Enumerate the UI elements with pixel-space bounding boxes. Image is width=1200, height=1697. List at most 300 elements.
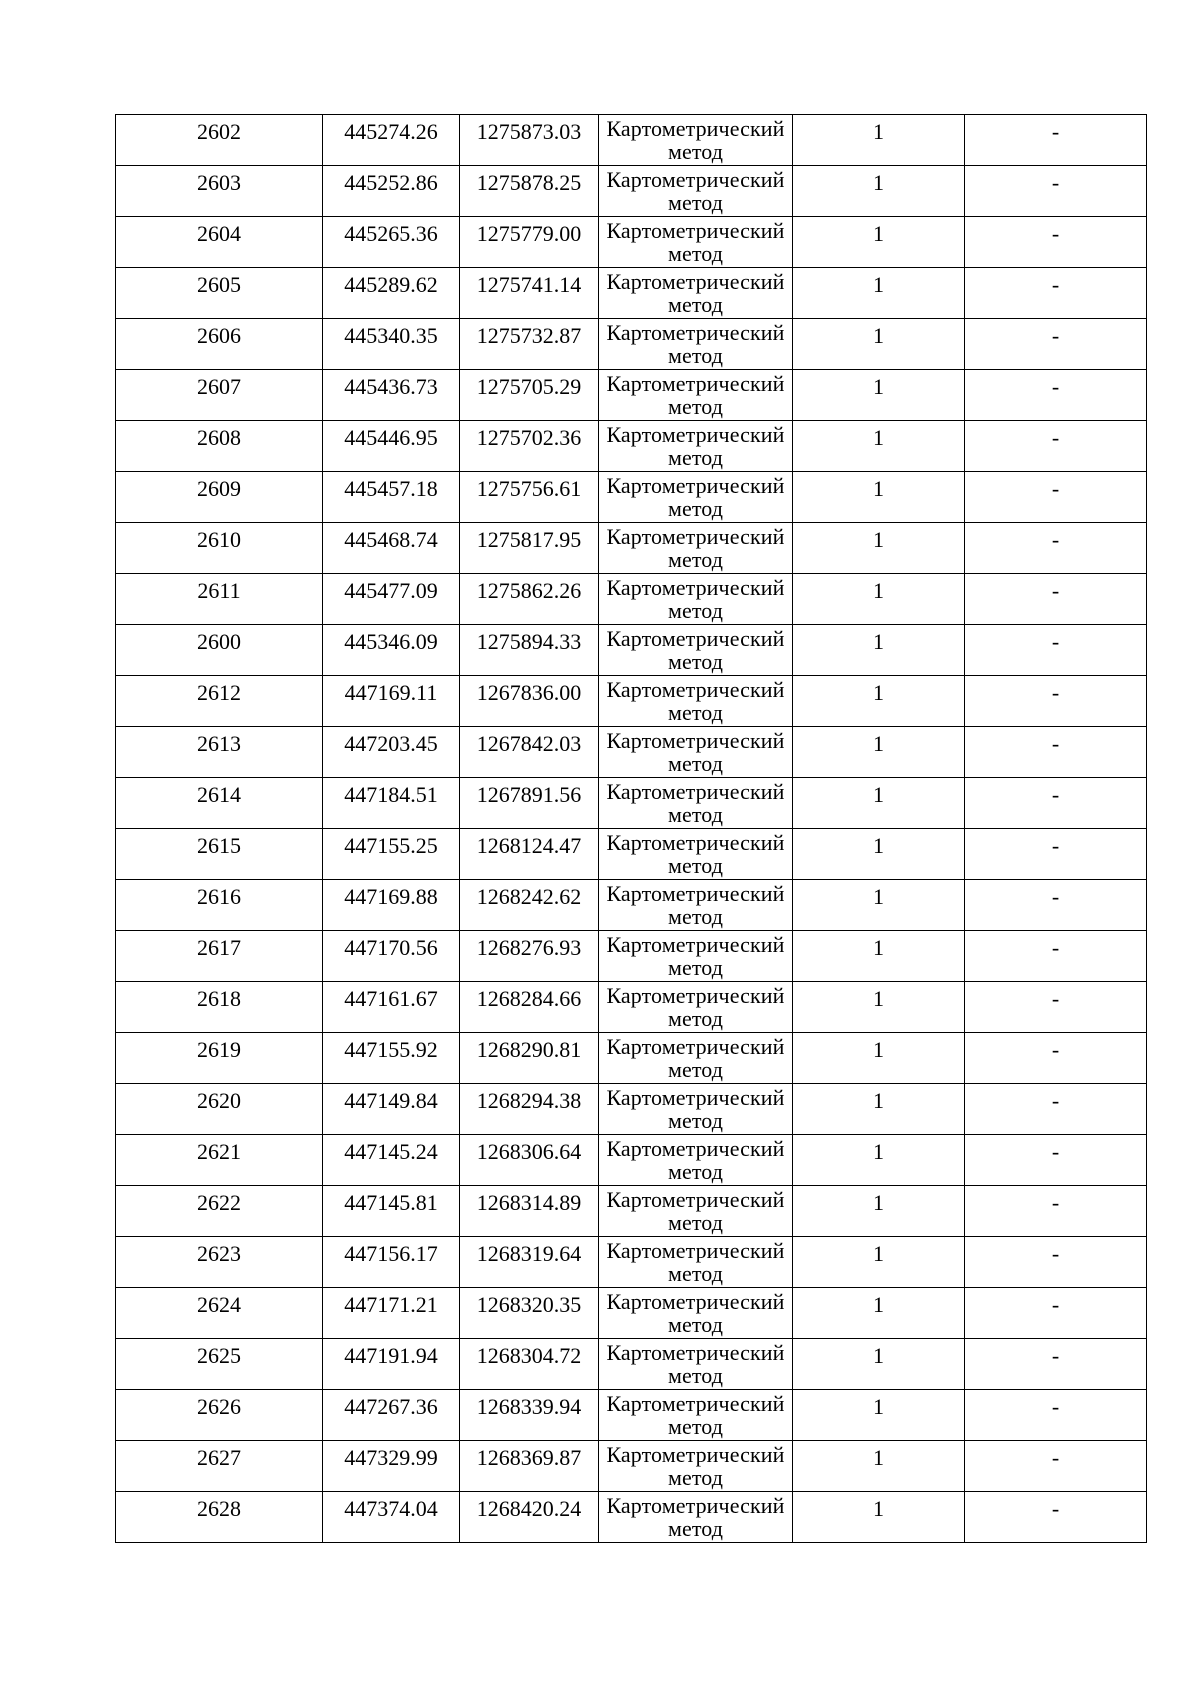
table-row — [116, 523, 1147, 574]
method-cell — [599, 319, 793, 370]
y-coordinate-cell — [460, 727, 599, 778]
cell-text: 445289.62 — [344, 272, 438, 297]
cell-text: Картометрический метод — [606, 422, 785, 470]
method-cell — [599, 880, 793, 931]
method-cell — [599, 574, 793, 625]
point-number-cell — [116, 1390, 323, 1441]
cell-text: 1275741.14 — [476, 272, 582, 297]
cell-text: 1275817.95 — [476, 527, 582, 552]
cell-text: Картометрический метод — [606, 116, 785, 164]
cell-text: 1267891.56 — [476, 782, 582, 807]
y-coordinate-cell — [460, 523, 599, 574]
cell-text: 447191.94 — [344, 1343, 438, 1368]
y-coordinate-cell — [460, 115, 599, 166]
method-cell — [599, 421, 793, 472]
cell-text: 1275732.87 — [476, 323, 582, 348]
cell-text: - — [1051, 935, 1060, 960]
cell-text: 1 — [873, 884, 884, 909]
cell-text: 1268124.47 — [476, 833, 582, 858]
cell-text: - — [1051, 680, 1060, 705]
cell-text: 447156.17 — [344, 1241, 438, 1266]
table-row — [116, 778, 1147, 829]
x-coordinate-cell — [323, 778, 460, 829]
method-cell — [599, 931, 793, 982]
table-row — [116, 880, 1147, 931]
method-cell — [599, 1441, 793, 1492]
cell-text: 447155.25 — [344, 833, 438, 858]
cell-text: 2622 — [197, 1190, 241, 1215]
cell-text: 445252.86 — [344, 170, 438, 195]
y-coordinate-cell — [460, 1288, 599, 1339]
cell-text: 1268276.93 — [476, 935, 582, 960]
point-number-cell — [116, 574, 323, 625]
cell-text: - — [1051, 833, 1060, 858]
cell-text: 445457.18 — [344, 476, 438, 501]
cell-text: Картометрический метод — [606, 779, 785, 827]
cell-text: 447171.21 — [344, 1292, 438, 1317]
y-coordinate-cell — [460, 1492, 599, 1543]
table-row — [116, 115, 1147, 166]
table-row — [116, 217, 1147, 268]
cell-text: 1 — [873, 323, 884, 348]
x-coordinate-cell — [323, 370, 460, 421]
cell-text: 1268304.72 — [476, 1343, 582, 1368]
cell-text: 1268290.81 — [476, 1037, 582, 1062]
description-cell — [965, 676, 1147, 727]
method-cell — [599, 1339, 793, 1390]
x-coordinate-cell — [323, 625, 460, 676]
cell-text: - — [1051, 1445, 1060, 1470]
cell-text: - — [1051, 1088, 1060, 1113]
x-coordinate-cell — [323, 1288, 460, 1339]
x-coordinate-cell — [323, 217, 460, 268]
cell-text: 445436.73 — [344, 374, 438, 399]
method-cell — [599, 115, 793, 166]
point-number-cell — [116, 370, 323, 421]
cell-text: - — [1051, 1496, 1060, 1521]
cell-text: 445340.35 — [344, 323, 438, 348]
table-row — [116, 1237, 1147, 1288]
cell-text: 1268294.38 — [476, 1088, 582, 1113]
cell-text: 1275705.29 — [476, 374, 582, 399]
cell-text: Картометрический метод — [606, 830, 785, 878]
accuracy-cell — [793, 421, 965, 472]
cell-text: Картометрический метод — [606, 1493, 785, 1541]
cell-text: 1 — [873, 833, 884, 858]
cell-text: 2611 — [197, 578, 241, 603]
description-cell — [965, 115, 1147, 166]
method-cell — [599, 1390, 793, 1441]
table-row — [116, 370, 1147, 421]
x-coordinate-cell — [323, 1492, 460, 1543]
accuracy-cell — [793, 778, 965, 829]
table-row — [116, 676, 1147, 727]
point-number-cell — [116, 1033, 323, 1084]
x-coordinate-cell — [323, 880, 460, 931]
y-coordinate-cell — [460, 268, 599, 319]
cell-text: 1268320.35 — [476, 1292, 582, 1317]
y-coordinate-cell — [460, 982, 599, 1033]
cell-text: 2623 — [197, 1241, 241, 1266]
accuracy-cell — [793, 676, 965, 727]
point-number-cell — [116, 319, 323, 370]
y-coordinate-cell — [460, 472, 599, 523]
table-row — [116, 319, 1147, 370]
point-number-cell — [116, 1186, 323, 1237]
cell-text: 447145.24 — [344, 1139, 438, 1164]
cell-text: Картометрический метод — [606, 1238, 785, 1286]
cell-text: 1 — [873, 272, 884, 297]
cell-text: 1 — [873, 1394, 884, 1419]
method-cell — [599, 523, 793, 574]
cell-text: 445265.36 — [344, 221, 438, 246]
description-cell — [965, 727, 1147, 778]
cell-text: Картометрический метод — [606, 269, 785, 317]
accuracy-cell — [793, 931, 965, 982]
cell-text: Картометрический метод — [606, 728, 785, 776]
cell-text: 447155.92 — [344, 1037, 438, 1062]
cell-text: 2614 — [197, 782, 241, 807]
y-coordinate-cell — [460, 1135, 599, 1186]
x-coordinate-cell — [323, 1084, 460, 1135]
y-coordinate-cell — [460, 625, 599, 676]
cell-text: - — [1051, 527, 1060, 552]
cell-text: 2606 — [197, 323, 241, 348]
table-row — [116, 166, 1147, 217]
method-cell — [599, 1288, 793, 1339]
method-cell — [599, 217, 793, 268]
cell-text: - — [1051, 1139, 1060, 1164]
cell-text: 1 — [873, 578, 884, 603]
cell-text: 1 — [873, 680, 884, 705]
point-number-cell — [116, 1288, 323, 1339]
table-row — [116, 829, 1147, 880]
point-number-cell — [116, 421, 323, 472]
cell-text: 1267836.00 — [476, 680, 582, 705]
cell-text: 1 — [873, 527, 884, 552]
cell-text: 1268242.62 — [476, 884, 582, 909]
y-coordinate-cell — [460, 676, 599, 727]
table-row — [116, 1339, 1147, 1390]
cell-text: 1 — [873, 629, 884, 654]
point-number-cell — [116, 1441, 323, 1492]
accuracy-cell — [793, 1339, 965, 1390]
cell-text: 1268314.89 — [476, 1190, 582, 1215]
method-cell — [599, 1084, 793, 1135]
y-coordinate-cell — [460, 931, 599, 982]
accuracy-cell — [793, 829, 965, 880]
y-coordinate-cell — [460, 1186, 599, 1237]
method-cell — [599, 1186, 793, 1237]
accuracy-cell — [793, 1288, 965, 1339]
description-cell — [965, 931, 1147, 982]
description-cell — [965, 880, 1147, 931]
description-cell — [965, 625, 1147, 676]
table-row — [116, 1033, 1147, 1084]
y-coordinate-cell — [460, 1084, 599, 1135]
cell-text: 1275894.33 — [476, 629, 582, 654]
cell-text: - — [1051, 782, 1060, 807]
cell-text: Картометрический метод — [606, 167, 785, 215]
cell-text: 2618 — [197, 986, 241, 1011]
method-cell — [599, 982, 793, 1033]
cell-text: Картометрический метод — [606, 320, 785, 368]
cell-text: 447184.51 — [344, 782, 438, 807]
table-row — [116, 1492, 1147, 1543]
point-number-cell — [116, 778, 323, 829]
accuracy-cell — [793, 319, 965, 370]
cell-text: Картометрический метод — [606, 1340, 785, 1388]
cell-text: Картометрический метод — [606, 473, 785, 521]
cell-text: - — [1051, 476, 1060, 501]
cell-text: - — [1051, 629, 1060, 654]
cell-text: 1 — [873, 1139, 884, 1164]
cell-text: Картометрический метод — [606, 881, 785, 929]
x-coordinate-cell — [323, 1390, 460, 1441]
cell-text: 2608 — [197, 425, 241, 450]
cell-text: - — [1051, 1292, 1060, 1317]
cell-text: 1 — [873, 986, 884, 1011]
cell-text: 1 — [873, 425, 884, 450]
description-cell — [965, 523, 1147, 574]
description-cell — [965, 1288, 1147, 1339]
cell-text: 445346.09 — [344, 629, 438, 654]
cell-text: 2624 — [197, 1292, 241, 1317]
cell-text: 1 — [873, 782, 884, 807]
point-number-cell — [116, 931, 323, 982]
cell-text: 1 — [873, 935, 884, 960]
accuracy-cell — [793, 115, 965, 166]
y-coordinate-cell — [460, 166, 599, 217]
description-cell — [965, 1135, 1147, 1186]
y-coordinate-cell — [460, 880, 599, 931]
point-number-cell — [116, 1339, 323, 1390]
cell-text: Картометрический метод — [606, 1391, 785, 1439]
accuracy-cell — [793, 982, 965, 1033]
cell-text: - — [1051, 119, 1060, 144]
x-coordinate-cell — [323, 319, 460, 370]
cell-text: 1275779.00 — [476, 221, 582, 246]
table-row — [116, 1135, 1147, 1186]
x-coordinate-cell — [323, 1135, 460, 1186]
cell-text: Картометрический метод — [606, 932, 785, 980]
table-row — [116, 472, 1147, 523]
cell-text: 1275873.03 — [476, 119, 582, 144]
description-cell — [965, 1441, 1147, 1492]
table-row — [116, 1441, 1147, 1492]
cell-text: 2627 — [197, 1445, 241, 1470]
coordinates-table-body — [116, 115, 1147, 1543]
accuracy-cell — [793, 1084, 965, 1135]
point-number-cell — [116, 829, 323, 880]
cell-text: 1268306.64 — [476, 1139, 582, 1164]
cell-text: 2616 — [197, 884, 241, 909]
cell-text: 1 — [873, 1190, 884, 1215]
point-number-cell — [116, 676, 323, 727]
method-cell — [599, 472, 793, 523]
cell-text: 1 — [873, 1292, 884, 1317]
cell-text: 1 — [873, 731, 884, 756]
accuracy-cell — [793, 1186, 965, 1237]
accuracy-cell — [793, 625, 965, 676]
description-cell — [965, 370, 1147, 421]
method-cell — [599, 1237, 793, 1288]
accuracy-cell — [793, 166, 965, 217]
table-row — [116, 625, 1147, 676]
cell-text: Картометрический метод — [606, 1289, 785, 1337]
cell-text: Картометрический метод — [606, 218, 785, 266]
x-coordinate-cell — [323, 574, 460, 625]
cell-text: Картометрический метод — [606, 1085, 785, 1133]
point-number-cell — [116, 115, 323, 166]
cell-text: 2602 — [197, 119, 241, 144]
accuracy-cell — [793, 1033, 965, 1084]
cell-text: 1268420.24 — [476, 1496, 582, 1521]
cell-text: 1 — [873, 1241, 884, 1266]
description-cell — [965, 982, 1147, 1033]
cell-text: 1268339.94 — [476, 1394, 582, 1419]
accuracy-cell — [793, 574, 965, 625]
cell-text: 2612 — [197, 680, 241, 705]
cell-text: Картометрический метод — [606, 983, 785, 1031]
cell-text: Картометрический метод — [606, 371, 785, 419]
y-coordinate-cell — [460, 778, 599, 829]
cell-text: Картометрический метод — [606, 1442, 785, 1490]
accuracy-cell — [793, 1390, 965, 1441]
cell-text: 447203.45 — [344, 731, 438, 756]
cell-text: Картометрический метод — [606, 1034, 785, 1082]
description-cell — [965, 217, 1147, 268]
cell-text: 447169.88 — [344, 884, 438, 909]
accuracy-cell — [793, 1237, 965, 1288]
cell-text: Картометрический метод — [606, 1136, 785, 1184]
cell-text: 2619 — [197, 1037, 241, 1062]
x-coordinate-cell — [323, 166, 460, 217]
x-coordinate-cell — [323, 676, 460, 727]
method-cell — [599, 829, 793, 880]
point-number-cell — [116, 625, 323, 676]
cell-text: 1 — [873, 1037, 884, 1062]
cell-text: 2610 — [197, 527, 241, 552]
accuracy-cell — [793, 1441, 965, 1492]
table-row — [116, 421, 1147, 472]
cell-text: 2604 — [197, 221, 241, 246]
cell-text: 2607 — [197, 374, 241, 399]
cell-text: 447329.99 — [344, 1445, 438, 1470]
cell-text: 2600 — [197, 629, 241, 654]
cell-text: 2613 — [197, 731, 241, 756]
cell-text: 447170.56 — [344, 935, 438, 960]
cell-text: - — [1051, 1037, 1060, 1062]
y-coordinate-cell — [460, 574, 599, 625]
method-cell — [599, 268, 793, 319]
cell-text: - — [1051, 323, 1060, 348]
description-cell — [965, 1390, 1147, 1441]
cell-text: 1267842.03 — [476, 731, 582, 756]
table-row — [116, 931, 1147, 982]
x-coordinate-cell — [323, 1441, 460, 1492]
cell-text: 1275862.26 — [476, 578, 582, 603]
point-number-cell — [116, 1492, 323, 1543]
cell-text: - — [1051, 884, 1060, 909]
description-cell — [965, 1186, 1147, 1237]
cell-text: 1 — [873, 1088, 884, 1113]
cell-text: 2605 — [197, 272, 241, 297]
cell-text: 2621 — [197, 1139, 241, 1164]
x-coordinate-cell — [323, 931, 460, 982]
point-number-cell — [116, 880, 323, 931]
description-cell — [965, 472, 1147, 523]
y-coordinate-cell — [460, 829, 599, 880]
x-coordinate-cell — [323, 1186, 460, 1237]
x-coordinate-cell — [323, 982, 460, 1033]
x-coordinate-cell — [323, 421, 460, 472]
x-coordinate-cell — [323, 1033, 460, 1084]
table-row — [116, 1186, 1147, 1237]
cell-text: - — [1051, 986, 1060, 1011]
cell-text: 2609 — [197, 476, 241, 501]
cell-text: - — [1051, 374, 1060, 399]
method-cell — [599, 1135, 793, 1186]
cell-text: - — [1051, 731, 1060, 756]
cell-text: 1268369.87 — [476, 1445, 582, 1470]
cell-text: - — [1051, 1394, 1060, 1419]
cell-text: 2625 — [197, 1343, 241, 1368]
description-cell — [965, 268, 1147, 319]
x-coordinate-cell — [323, 115, 460, 166]
cell-text: - — [1051, 1343, 1060, 1368]
description-cell — [965, 1084, 1147, 1135]
coordinates-table — [115, 114, 1147, 1543]
accuracy-cell — [793, 472, 965, 523]
cell-text: 1 — [873, 221, 884, 246]
accuracy-cell — [793, 1135, 965, 1186]
point-number-cell — [116, 982, 323, 1033]
cell-text: 1275702.36 — [476, 425, 582, 450]
cell-text: Картометрический метод — [606, 677, 785, 725]
cell-text: 2617 — [197, 935, 241, 960]
cell-text: 447149.84 — [344, 1088, 438, 1113]
x-coordinate-cell — [323, 1339, 460, 1390]
y-coordinate-cell — [460, 1390, 599, 1441]
cell-text: - — [1051, 272, 1060, 297]
description-cell — [965, 166, 1147, 217]
point-number-cell — [116, 1237, 323, 1288]
point-number-cell — [116, 523, 323, 574]
accuracy-cell — [793, 880, 965, 931]
y-coordinate-cell — [460, 217, 599, 268]
method-cell — [599, 1033, 793, 1084]
point-number-cell — [116, 727, 323, 778]
method-cell — [599, 370, 793, 421]
accuracy-cell — [793, 523, 965, 574]
accuracy-cell — [793, 727, 965, 778]
cell-text: Картометрический метод — [606, 626, 785, 674]
cell-text: 1 — [873, 374, 884, 399]
cell-text: 2603 — [197, 170, 241, 195]
cell-text: - — [1051, 578, 1060, 603]
y-coordinate-cell — [460, 1237, 599, 1288]
cell-text: 447169.11 — [344, 680, 438, 705]
method-cell — [599, 1492, 793, 1543]
accuracy-cell — [793, 217, 965, 268]
cell-text: 2628 — [197, 1496, 241, 1521]
y-coordinate-cell — [460, 370, 599, 421]
table-row — [116, 1084, 1147, 1135]
cell-text: 447145.81 — [344, 1190, 438, 1215]
cell-text: - — [1051, 1241, 1060, 1266]
table-row — [116, 574, 1147, 625]
